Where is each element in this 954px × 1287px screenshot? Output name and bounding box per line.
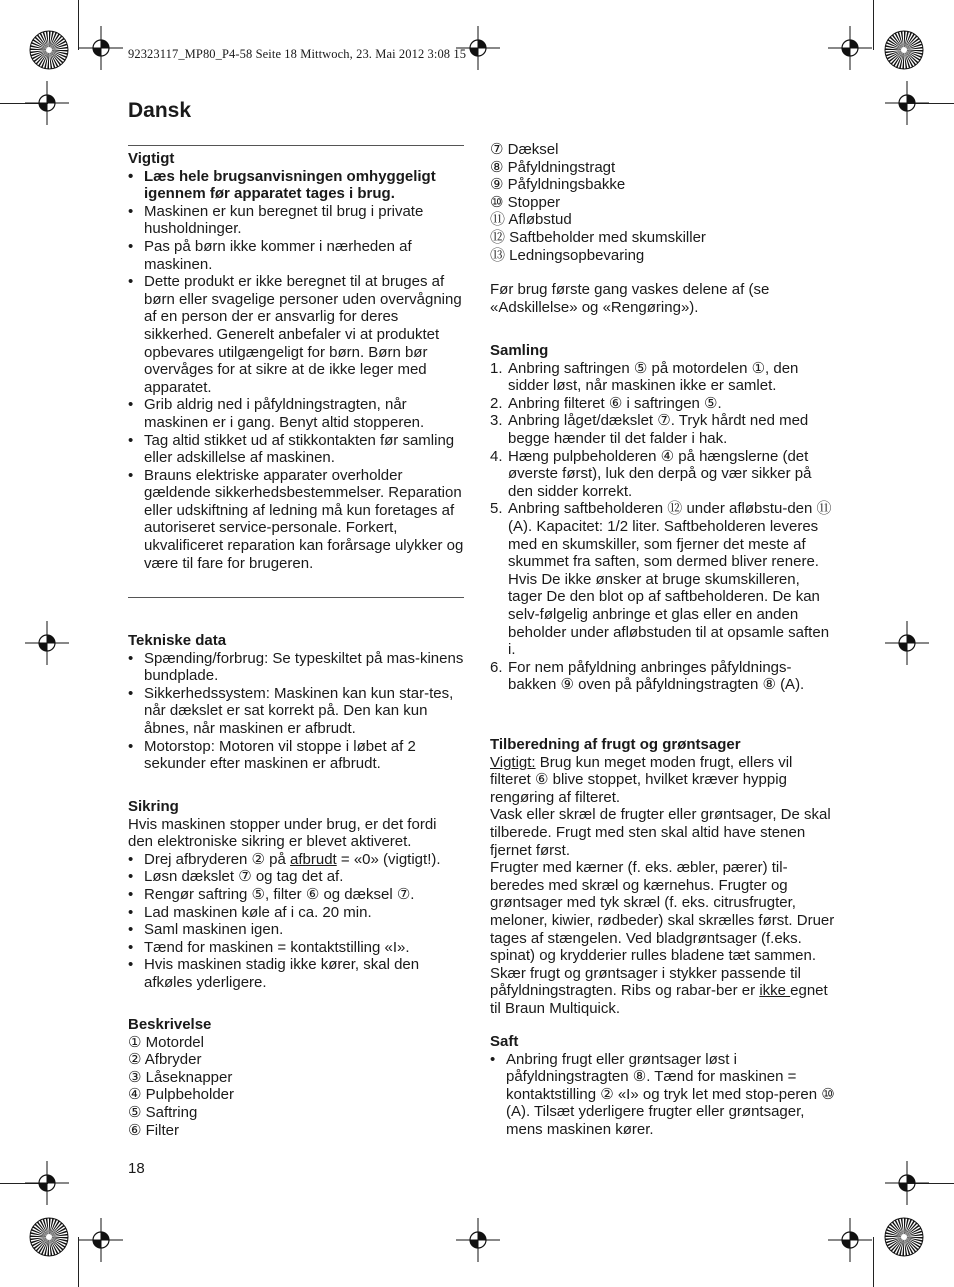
text-run: Drej afbryderen ② på xyxy=(144,850,291,868)
assembly-step xyxy=(490,659,835,694)
first-use-text: Før brug første gang vaskes delene af (se «Adskillelse» og «Rengøring»). xyxy=(490,281,770,316)
part-item: ④ Pulpbeholder xyxy=(128,1086,235,1104)
assembly-steps xyxy=(490,360,835,694)
list-item: • Hvis maskinen stadig ikke kører, skal den afkøles yderligere. xyxy=(128,956,464,991)
list-item: • Lad maskinen køle af i ca. 20 min. xyxy=(128,904,464,922)
registration-mark-icon xyxy=(885,621,929,665)
list-item: • Tag altid stikket ud af stikkontakten før samling eller adskillelse af maskinen. xyxy=(128,432,464,467)
technical-section xyxy=(128,632,464,773)
list-item: • Motorstop: Motoren vil stoppe i løbet af 2 sekunder efter maskinen er afbrudt. xyxy=(128,738,464,773)
step-text: Anbring filteret ⑥ i saftringen ⑤. xyxy=(508,394,722,412)
fuse-section xyxy=(128,798,464,992)
assembly-heading: Samling xyxy=(490,342,549,359)
part-item: ⑥ Filter xyxy=(128,1121,179,1139)
part-item: ⑫ Saftbeholder med skumskiller xyxy=(490,228,706,246)
step-text: Anbring låget/dækslet ⑦. Tryk hårdt ned med begge hænder til det falder i hak. xyxy=(508,412,809,447)
starburst-target-icon xyxy=(29,1217,69,1257)
print-slug: 92323117_MP80_P4-58 Seite 18 Mittwoch, 23. Mai 2012 3:08 15 xyxy=(128,47,467,61)
step-text: For nem påfyldning anbringes påfyldnings-bakken ⑨ oven på påfyldningstragten ⑧ (A). xyxy=(508,658,805,694)
list-item: • Spænding/forbrug: Se typeskiltet på mas-kinens bundplade. xyxy=(128,650,464,685)
list-item: • Sikkerhedssystem: Maskinen kan kun star-tes, når dækslet er sat korrekt på. Den kan kun åbnes, når maskinen er afbrudt. xyxy=(128,685,464,738)
description-heading: Beskrivelse xyxy=(128,1016,212,1033)
preparation-paragraph xyxy=(490,859,835,1017)
preparation-section xyxy=(490,736,835,1018)
text-run: egnet til Braun Multiquick. xyxy=(490,982,828,1017)
crop-line xyxy=(873,1237,874,1287)
registration-mark-icon xyxy=(885,1161,929,1205)
registration-mark-icon xyxy=(885,81,929,125)
description-section xyxy=(128,1016,464,1139)
step-number: 5. xyxy=(490,500,503,518)
section-rule-top xyxy=(128,145,464,146)
crop-line xyxy=(873,0,874,50)
list-item: • Løsn dækslet ⑦ og tag det af. xyxy=(128,868,464,886)
assembly-section xyxy=(490,342,835,694)
section-rule-bottom xyxy=(128,597,464,598)
registration-mark-icon xyxy=(25,81,69,125)
preparation-paragraph xyxy=(490,754,835,807)
registration-mark-icon xyxy=(25,1161,69,1205)
important-heading: Vigtigt xyxy=(128,150,175,167)
starburst-target-icon xyxy=(884,30,924,70)
part-item: ⑧ Påfyldningstragt xyxy=(490,158,616,176)
part-item: ③ Låseknapper xyxy=(128,1068,233,1086)
fuse-heading: Sikring xyxy=(128,798,179,815)
part-item: ⑪ Afløbstud xyxy=(490,211,572,229)
list-item: • Dette produkt er ikke beregnet til at bruges af børn eller svagelige personer uden overvågning af en person der er ansvarlig for deres sikkerhed. Generelt anbefaler vi at produktet opbevares utilgængeligt for børn. Børn bør overvåges for at sikre at de ikke leger med apparatet. xyxy=(128,273,464,396)
assembly-step xyxy=(490,360,835,395)
language-heading: Dansk xyxy=(128,99,192,122)
list-item: • Pas på børn ikke kommer i nærheden af maskinen. xyxy=(128,238,464,273)
list-item: • Læs hele brugsanvisningen omhyggeligt igennem før apparatet tages i brug. xyxy=(128,168,464,203)
important-label: Vigtigt: xyxy=(490,753,536,771)
juice-list xyxy=(490,1051,835,1139)
list-item: • Maskinen er kun beregnet til brug i private husholdninger. xyxy=(128,203,464,238)
juice-section xyxy=(490,1033,835,1139)
step-number: 4. xyxy=(490,447,503,465)
part-item: ⑬ Ledningsopbevaring xyxy=(490,246,645,264)
text-run: = «0» (vigtigt!). xyxy=(336,850,441,868)
step-text: Anbring saftbeholderen ⑫ under afløbstu-den ⑪ (A). Kapacitet: 1/2 liter. Saftbeholderen leveres med en skumskiller, som fjerner det meste af skummet fra saften, som dermed bliver renere. Hvis De ikke ønsker at bruge skumskilleren, tager De den blot op af saftbeholderen. De kan selv-følgelig anbringe et glas eller en anden beholder under afløbstuden til at opsamle saften i. xyxy=(508,500,832,659)
registration-mark-icon xyxy=(79,26,123,70)
list-item: • Rengør saftring ⑤, filter ⑥ og dæksel ⑦. xyxy=(128,886,464,904)
registration-mark-icon xyxy=(828,26,872,70)
list-item: • Tænd for maskinen = kontaktstilling «I». xyxy=(128,939,464,957)
step-number: 3. xyxy=(490,412,503,430)
registration-mark-icon xyxy=(79,1218,123,1262)
technical-list xyxy=(128,650,464,773)
assembly-step xyxy=(490,448,835,501)
list-item: • Saml maskinen igen. xyxy=(128,921,464,939)
juice-heading: Saft xyxy=(490,1033,519,1050)
page-number: 18 xyxy=(128,1160,145,1177)
underlined-word: ikke xyxy=(759,982,791,1000)
preparation-heading: Tilberedning af frugt og grøntsager xyxy=(490,736,741,753)
fuse-intro: Hvis maskinen stopper under brug, er det fordi den elektroniske sikring er blevet aktiveret. xyxy=(128,815,437,851)
registration-mark-icon xyxy=(25,621,69,665)
preparation-paragraph: Vask eller skræl de frugter eller grøntsager, De skal tilberede. Frugt med sten skal altid have stenen fjernet først. xyxy=(490,806,831,859)
technical-heading: Tekniske data xyxy=(128,632,227,649)
part-item: ⑩ Stopper xyxy=(490,193,561,211)
list-item xyxy=(128,851,464,869)
assembly-step xyxy=(490,500,835,658)
parts-list-continued xyxy=(490,141,835,264)
first-use-note xyxy=(490,281,800,316)
part-item: ② Afbryder xyxy=(128,1051,202,1069)
registration-mark-icon xyxy=(456,1218,500,1262)
assembly-step xyxy=(490,412,835,447)
list-item: • Brauns elektriske apparater overholder gældende sikkerhedsbestemmelser. Reparation eller udskiftning af ledning må kun foretages af autoriseret service-personale. Forkert, ukvalificeret reparation kan forårsage ulykker og være til fare for brugeren. xyxy=(128,467,464,573)
registration-mark-icon xyxy=(828,1218,872,1262)
important-section xyxy=(128,150,464,572)
step-text: Hæng pulpbeholderen ④ på hængslerne (det øverste først), luk den derpå og vær sikker på den sidder korrekt. xyxy=(508,447,812,500)
list-item: • Grib aldrig ned i påfyldningstragten, når maskinen er i gang. Benyt altid stopperen. xyxy=(128,396,464,431)
step-number: 6. xyxy=(490,658,503,676)
text-run: Brug kun meget moden frugt, ellers vil filteret ⑥ blive stoppet, hvilket kræver hyppig rengøring af filteret. xyxy=(490,753,793,806)
step-number: 2. xyxy=(490,394,503,412)
part-item: ① Motordel xyxy=(128,1033,204,1051)
part-item: ⑤ Saftring xyxy=(128,1103,198,1121)
step-number: 1. xyxy=(490,359,503,377)
fuse-list xyxy=(128,851,464,992)
list-item: • Anbring frugt eller grøntsager løst i påfyldningstragten ⑧. Tænd for maskinen = kontaktstilling ② «I» og tryk let med stop-peren ⑩ (A). Tilsæt yderligere frugter eller grøntsager, mens maskinen kører. xyxy=(490,1051,835,1139)
important-list xyxy=(128,168,464,573)
starburst-target-icon xyxy=(884,1217,924,1257)
text-run: Frugter med kærner (f. eks. æbler, pærer) til-beredes med skræl og kærnehus. Frugter og grøntsager med tyk skræl (f. eks. citrusfrugter, meloner, kiwier, rødbeder) skal skrælles først. Druer tages af stængelen. Ved bladgrøntsager (f.eks. spinat) og krydderier rulles bladene tæt sammen. Skær frugt og grøntsager i stykker passende til påfyldningstragten. Ribs og rabar-ber er xyxy=(490,859,835,1000)
part-item: ⑨ Påfyldningsbakke xyxy=(490,176,626,194)
part-item: ⑦ Dæksel xyxy=(490,141,559,158)
step-text: Anbring saftringen ⑤ på motordelen ①, den sidder løst, når maskinen ikke er samlet. xyxy=(508,359,799,395)
assembly-step xyxy=(490,395,835,413)
underlined-word: afbrudt xyxy=(290,850,337,868)
starburst-target-icon xyxy=(29,30,69,70)
